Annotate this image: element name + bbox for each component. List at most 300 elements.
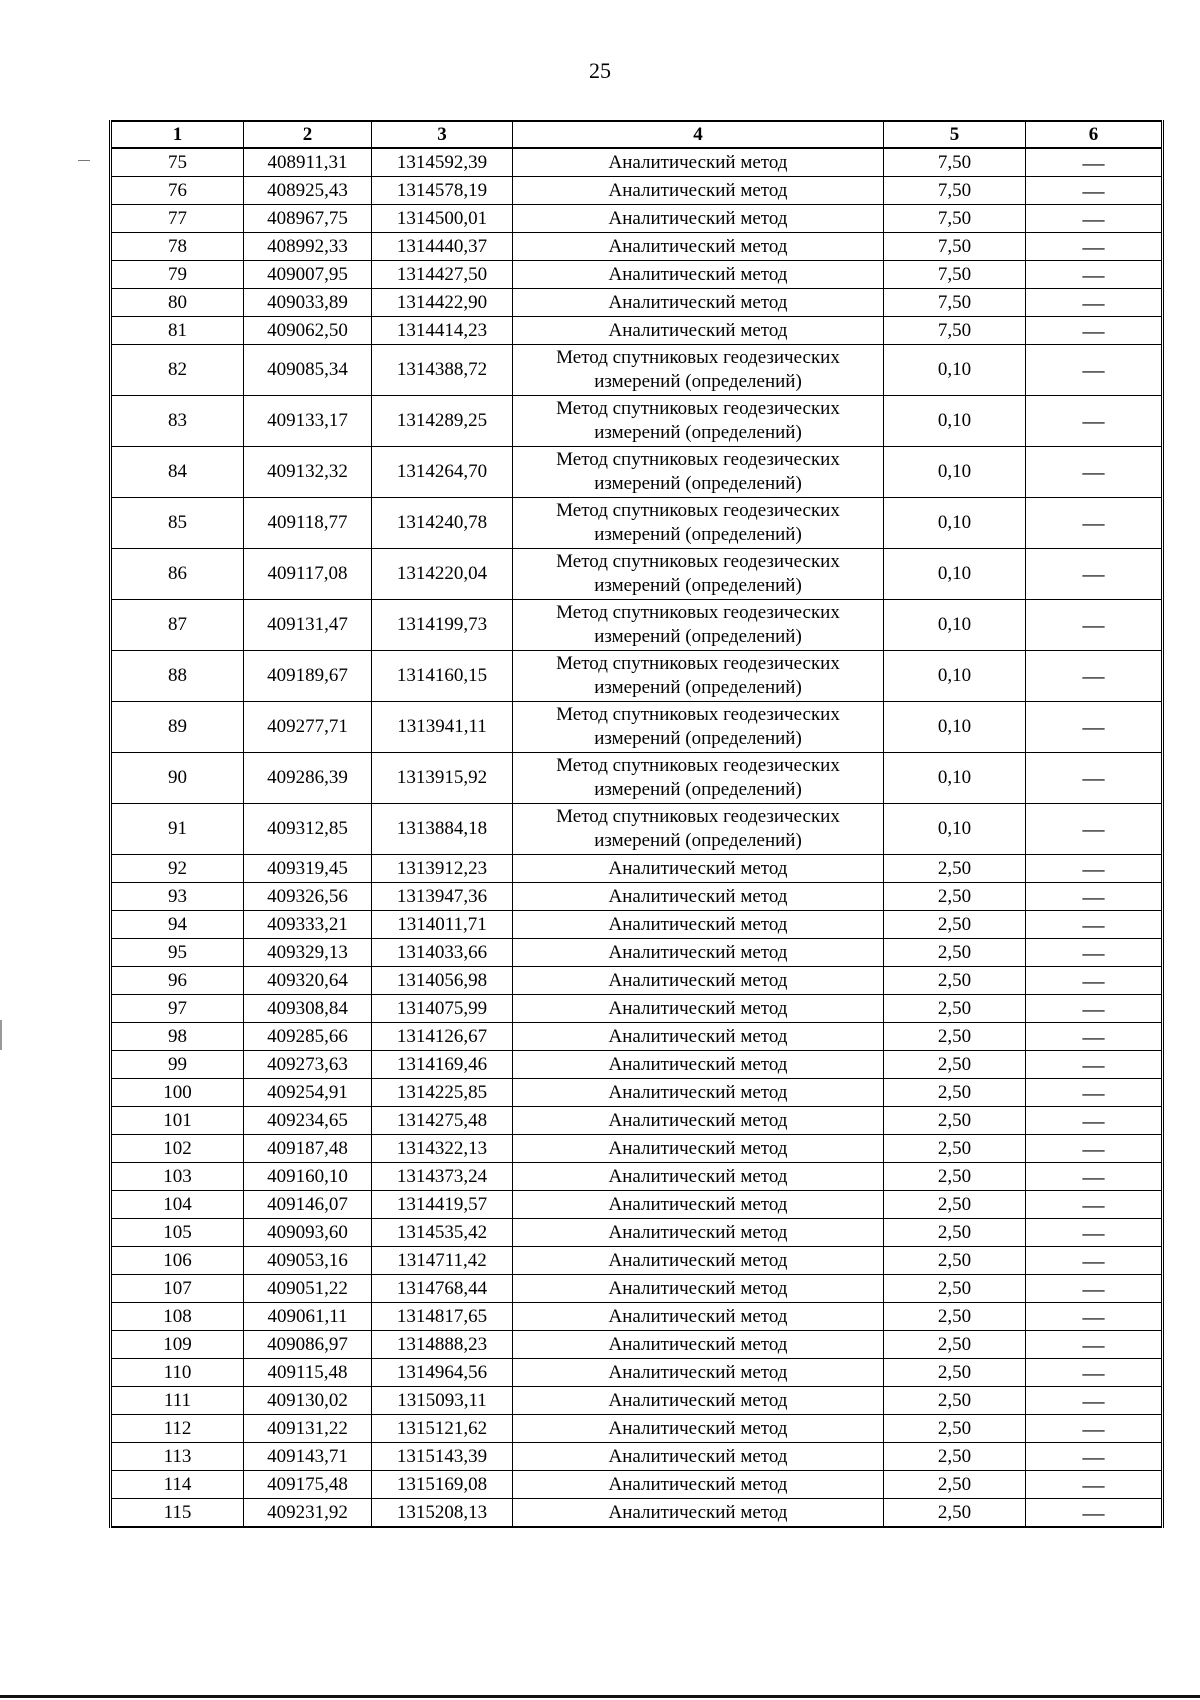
page-number: 25 bbox=[589, 58, 611, 83]
accuracy-cell: 2,50 bbox=[884, 967, 1026, 995]
note-cell: — bbox=[1026, 600, 1163, 651]
accuracy-cell: 2,50 bbox=[884, 995, 1026, 1023]
accuracy-cell: 2,50 bbox=[884, 1191, 1026, 1219]
method-cell bbox=[513, 1275, 884, 1303]
method-line: Метод спутниковых геодезических bbox=[556, 347, 840, 368]
method-cell bbox=[513, 1471, 884, 1499]
x-coordinate-cell: 408925,43 bbox=[244, 177, 372, 205]
y-coordinate-cell: 1314289,25 bbox=[372, 396, 513, 447]
y-coordinate-cell: 1314817,65 bbox=[372, 1303, 513, 1331]
method-line: Аналитический метод bbox=[608, 913, 788, 935]
y-coordinate-cell: 1315121,62 bbox=[372, 1415, 513, 1443]
method-line: Аналитический метод bbox=[608, 1333, 788, 1355]
note-cell: — bbox=[1026, 995, 1163, 1023]
header-col-2: 2 bbox=[244, 121, 372, 148]
point-number-cell: 106 bbox=[111, 1247, 244, 1275]
method-line: Аналитический метод bbox=[608, 1473, 788, 1495]
method-cell bbox=[513, 289, 884, 317]
point-number-cell: 112 bbox=[111, 1415, 244, 1443]
accuracy-cell: 7,50 bbox=[884, 317, 1026, 345]
y-coordinate-cell: 1313884,18 bbox=[372, 804, 513, 855]
accuracy-cell: 7,50 bbox=[884, 205, 1026, 233]
x-coordinate-cell: 409187,48 bbox=[244, 1135, 372, 1163]
x-coordinate-cell: 409234,65 bbox=[244, 1107, 372, 1135]
table-row bbox=[111, 1051, 1163, 1079]
note-cell: — bbox=[1026, 1499, 1163, 1528]
method-cell bbox=[513, 1303, 884, 1331]
point-number-cell: 83 bbox=[111, 396, 244, 447]
point-number-cell: 92 bbox=[111, 855, 244, 883]
method-line: Аналитический метод bbox=[608, 1361, 788, 1383]
note-cell: — bbox=[1026, 1443, 1163, 1471]
accuracy-cell: 2,50 bbox=[884, 1163, 1026, 1191]
note-cell: — bbox=[1026, 911, 1163, 939]
x-coordinate-cell: 409146,07 bbox=[244, 1191, 372, 1219]
x-coordinate-cell: 409117,08 bbox=[244, 549, 372, 600]
note-cell: — bbox=[1026, 396, 1163, 447]
note-cell: — bbox=[1026, 883, 1163, 911]
x-coordinate-cell: 409007,95 bbox=[244, 261, 372, 289]
y-coordinate-cell: 1314264,70 bbox=[372, 447, 513, 498]
point-number-cell: 97 bbox=[111, 995, 244, 1023]
method-line: Аналитический метод bbox=[608, 1389, 788, 1411]
accuracy-cell: 2,50 bbox=[884, 1331, 1026, 1359]
x-coordinate-cell: 409286,39 bbox=[244, 753, 372, 804]
y-coordinate-cell: 1314160,15 bbox=[372, 651, 513, 702]
note-cell: — bbox=[1026, 549, 1163, 600]
table-row bbox=[111, 549, 1163, 600]
note-cell: — bbox=[1026, 1219, 1163, 1247]
y-coordinate-cell: 1315093,11 bbox=[372, 1387, 513, 1415]
method-line: Аналитический метод bbox=[608, 1305, 788, 1327]
method-line: Аналитический метод bbox=[608, 1249, 788, 1271]
x-coordinate-cell: 409175,48 bbox=[244, 1471, 372, 1499]
table-row bbox=[111, 1023, 1163, 1051]
method-cell bbox=[513, 261, 884, 289]
point-number-cell: 77 bbox=[111, 205, 244, 233]
y-coordinate-cell: 1313941,11 bbox=[372, 702, 513, 753]
y-coordinate-cell: 1314033,66 bbox=[372, 939, 513, 967]
point-number-cell: 101 bbox=[111, 1107, 244, 1135]
x-coordinate-cell: 409131,22 bbox=[244, 1415, 372, 1443]
method-line: Метод спутниковых геодезических bbox=[556, 755, 840, 776]
method-cell bbox=[513, 1191, 884, 1219]
method-line: Аналитический метод bbox=[608, 941, 788, 963]
x-coordinate-cell: 409051,22 bbox=[244, 1275, 372, 1303]
x-coordinate-cell: 409133,17 bbox=[244, 396, 372, 447]
method-line: Метод спутниковых геодезических bbox=[556, 449, 840, 470]
accuracy-cell: 2,50 bbox=[884, 911, 1026, 939]
point-number-cell: 99 bbox=[111, 1051, 244, 1079]
accuracy-cell: 0,10 bbox=[884, 600, 1026, 651]
method-line: измерений (определений) bbox=[594, 422, 802, 443]
method-cell bbox=[513, 1415, 884, 1443]
accuracy-cell: 2,50 bbox=[884, 1219, 1026, 1247]
point-number-cell: 88 bbox=[111, 651, 244, 702]
x-coordinate-cell: 409053,16 bbox=[244, 1247, 372, 1275]
point-number-cell: 96 bbox=[111, 967, 244, 995]
accuracy-cell: 0,10 bbox=[884, 396, 1026, 447]
table-row bbox=[111, 911, 1163, 939]
accuracy-cell: 0,10 bbox=[884, 651, 1026, 702]
method-cell bbox=[513, 1051, 884, 1079]
accuracy-cell: 7,50 bbox=[884, 261, 1026, 289]
method-cell bbox=[513, 651, 884, 702]
note-cell: — bbox=[1026, 205, 1163, 233]
note-cell: — bbox=[1026, 1415, 1163, 1443]
y-coordinate-cell: 1314592,39 bbox=[372, 148, 513, 177]
x-coordinate-cell: 409308,84 bbox=[244, 995, 372, 1023]
method-cell bbox=[513, 702, 884, 753]
method-line: Аналитический метод bbox=[608, 1053, 788, 1075]
table-row bbox=[111, 233, 1163, 261]
method-line: измерений (определений) bbox=[594, 779, 802, 800]
method-cell bbox=[513, 1079, 884, 1107]
method-cell bbox=[513, 1359, 884, 1387]
method-cell bbox=[513, 1499, 884, 1528]
x-coordinate-cell: 409273,63 bbox=[244, 1051, 372, 1079]
y-coordinate-cell: 1314711,42 bbox=[372, 1247, 513, 1275]
method-line: Аналитический метод bbox=[608, 263, 788, 285]
table-row bbox=[111, 600, 1163, 651]
point-number-cell: 104 bbox=[111, 1191, 244, 1219]
method-line: измерений (определений) bbox=[594, 626, 802, 647]
method-cell bbox=[513, 939, 884, 967]
point-number-cell: 115 bbox=[111, 1499, 244, 1528]
y-coordinate-cell: 1314322,13 bbox=[372, 1135, 513, 1163]
y-coordinate-cell: 1314578,19 bbox=[372, 177, 513, 205]
point-number-cell: 113 bbox=[111, 1443, 244, 1471]
y-coordinate-cell: 1315208,13 bbox=[372, 1499, 513, 1528]
table-row bbox=[111, 1163, 1163, 1191]
y-coordinate-cell: 1314011,71 bbox=[372, 911, 513, 939]
y-coordinate-cell: 1314388,72 bbox=[372, 345, 513, 396]
table-row bbox=[111, 1359, 1163, 1387]
method-line: Аналитический метод bbox=[608, 291, 788, 313]
y-coordinate-cell: 1314169,46 bbox=[372, 1051, 513, 1079]
point-number-cell: 78 bbox=[111, 233, 244, 261]
accuracy-cell: 2,50 bbox=[884, 1499, 1026, 1528]
x-coordinate-cell: 408911,31 bbox=[244, 148, 372, 177]
point-number-cell: 109 bbox=[111, 1331, 244, 1359]
table-row bbox=[111, 651, 1163, 702]
method-cell bbox=[513, 177, 884, 205]
table-row bbox=[111, 1247, 1163, 1275]
method-cell bbox=[513, 233, 884, 261]
margin-mark bbox=[78, 160, 90, 161]
accuracy-cell: 2,50 bbox=[884, 1135, 1026, 1163]
note-cell: — bbox=[1026, 317, 1163, 345]
x-coordinate-cell: 409086,97 bbox=[244, 1331, 372, 1359]
point-number-cell: 110 bbox=[111, 1359, 244, 1387]
accuracy-cell: 2,50 bbox=[884, 1107, 1026, 1135]
point-number-cell: 89 bbox=[111, 702, 244, 753]
accuracy-cell: 2,50 bbox=[884, 1471, 1026, 1499]
accuracy-cell: 2,50 bbox=[884, 1415, 1026, 1443]
x-coordinate-cell: 409329,13 bbox=[244, 939, 372, 967]
table-row bbox=[111, 1303, 1163, 1331]
point-number-cell: 82 bbox=[111, 345, 244, 396]
method-cell bbox=[513, 911, 884, 939]
note-cell: — bbox=[1026, 1107, 1163, 1135]
y-coordinate-cell: 1314056,98 bbox=[372, 967, 513, 995]
point-number-cell: 84 bbox=[111, 447, 244, 498]
point-number-cell: 79 bbox=[111, 261, 244, 289]
x-coordinate-cell: 409320,64 bbox=[244, 967, 372, 995]
header-col-4: 4 bbox=[513, 121, 884, 148]
accuracy-cell: 7,50 bbox=[884, 289, 1026, 317]
method-line: измерений (определений) bbox=[594, 575, 802, 596]
point-number-cell: 95 bbox=[111, 939, 244, 967]
note-cell: — bbox=[1026, 1303, 1163, 1331]
accuracy-cell: 2,50 bbox=[884, 1275, 1026, 1303]
method-cell bbox=[513, 1247, 884, 1275]
note-cell: — bbox=[1026, 1387, 1163, 1415]
point-number-cell: 91 bbox=[111, 804, 244, 855]
method-cell bbox=[513, 1163, 884, 1191]
method-cell bbox=[513, 600, 884, 651]
y-coordinate-cell: 1314535,42 bbox=[372, 1219, 513, 1247]
table-row bbox=[111, 1275, 1163, 1303]
accuracy-cell: 2,50 bbox=[884, 1079, 1026, 1107]
method-cell bbox=[513, 753, 884, 804]
y-coordinate-cell: 1314275,48 bbox=[372, 1107, 513, 1135]
method-cell bbox=[513, 447, 884, 498]
method-line: Аналитический метод bbox=[608, 885, 788, 907]
x-coordinate-cell: 409285,66 bbox=[244, 1023, 372, 1051]
note-cell: — bbox=[1026, 1275, 1163, 1303]
x-coordinate-cell: 409277,71 bbox=[244, 702, 372, 753]
method-line: Аналитический метод bbox=[608, 1417, 788, 1439]
x-coordinate-cell: 408992,33 bbox=[244, 233, 372, 261]
accuracy-cell: 2,50 bbox=[884, 883, 1026, 911]
note-cell: — bbox=[1026, 1135, 1163, 1163]
x-coordinate-cell: 409093,60 bbox=[244, 1219, 372, 1247]
method-line: Метод спутниковых геодезических bbox=[556, 704, 840, 725]
table-row bbox=[111, 205, 1163, 233]
x-coordinate-cell: 409033,89 bbox=[244, 289, 372, 317]
note-cell: — bbox=[1026, 261, 1163, 289]
method-line: Аналитический метод bbox=[608, 997, 788, 1019]
method-cell bbox=[513, 883, 884, 911]
y-coordinate-cell: 1314225,85 bbox=[372, 1079, 513, 1107]
y-coordinate-cell: 1315143,39 bbox=[372, 1443, 513, 1471]
note-cell: — bbox=[1026, 1359, 1163, 1387]
table-row bbox=[111, 498, 1163, 549]
x-coordinate-cell: 408967,75 bbox=[244, 205, 372, 233]
method-line: Аналитический метод bbox=[608, 179, 788, 201]
method-cell bbox=[513, 1331, 884, 1359]
method-line: Аналитический метод bbox=[608, 1137, 788, 1159]
note-cell: — bbox=[1026, 345, 1163, 396]
method-cell bbox=[513, 1107, 884, 1135]
x-coordinate-cell: 409143,71 bbox=[244, 1443, 372, 1471]
method-line: Аналитический метод bbox=[608, 235, 788, 257]
method-line: измерений (определений) bbox=[594, 371, 802, 392]
method-line: измерений (определений) bbox=[594, 830, 802, 851]
method-cell bbox=[513, 967, 884, 995]
x-coordinate-cell: 409319,45 bbox=[244, 855, 372, 883]
accuracy-cell: 0,10 bbox=[884, 345, 1026, 396]
note-cell: — bbox=[1026, 148, 1163, 177]
y-coordinate-cell: 1314427,50 bbox=[372, 261, 513, 289]
table-row bbox=[111, 148, 1163, 177]
accuracy-cell: 2,50 bbox=[884, 855, 1026, 883]
y-coordinate-cell: 1314888,23 bbox=[372, 1331, 513, 1359]
table-row bbox=[111, 317, 1163, 345]
point-number-cell: 94 bbox=[111, 911, 244, 939]
table-row bbox=[111, 804, 1163, 855]
x-coordinate-cell: 409062,50 bbox=[244, 317, 372, 345]
method-line: измерений (определений) bbox=[594, 728, 802, 749]
table-row bbox=[111, 1135, 1163, 1163]
y-coordinate-cell: 1314220,04 bbox=[372, 549, 513, 600]
table-row bbox=[111, 1387, 1163, 1415]
x-coordinate-cell: 409333,21 bbox=[244, 911, 372, 939]
method-line: Аналитический метод bbox=[608, 857, 788, 879]
accuracy-cell: 0,10 bbox=[884, 753, 1026, 804]
note-cell: — bbox=[1026, 1247, 1163, 1275]
note-cell: — bbox=[1026, 498, 1163, 549]
method-cell bbox=[513, 1023, 884, 1051]
accuracy-cell: 2,50 bbox=[884, 939, 1026, 967]
y-coordinate-cell: 1314414,23 bbox=[372, 317, 513, 345]
table-body bbox=[111, 148, 1163, 1527]
table-row bbox=[111, 345, 1163, 396]
x-coordinate-cell: 409231,92 bbox=[244, 1499, 372, 1528]
x-coordinate-cell: 409118,77 bbox=[244, 498, 372, 549]
accuracy-cell: 0,10 bbox=[884, 447, 1026, 498]
table-row bbox=[111, 967, 1163, 995]
method-line: Аналитический метод bbox=[608, 1277, 788, 1299]
header-row bbox=[111, 121, 1163, 148]
note-cell: — bbox=[1026, 1023, 1163, 1051]
method-line: Аналитический метод bbox=[608, 1025, 788, 1047]
note-cell: — bbox=[1026, 1191, 1163, 1219]
note-cell: — bbox=[1026, 804, 1163, 855]
table-row bbox=[111, 1415, 1163, 1443]
y-coordinate-cell: 1314440,37 bbox=[372, 233, 513, 261]
method-line: Метод спутниковых геодезических bbox=[556, 398, 840, 419]
point-number-cell: 98 bbox=[111, 1023, 244, 1051]
method-line: Аналитический метод bbox=[608, 1081, 788, 1103]
y-coordinate-cell: 1314075,99 bbox=[372, 995, 513, 1023]
x-coordinate-cell: 409115,48 bbox=[244, 1359, 372, 1387]
table-row bbox=[111, 995, 1163, 1023]
point-number-cell: 102 bbox=[111, 1135, 244, 1163]
method-line: Аналитический метод bbox=[608, 969, 788, 991]
method-line: Аналитический метод bbox=[608, 1445, 788, 1467]
x-coordinate-cell: 409254,91 bbox=[244, 1079, 372, 1107]
table-header bbox=[111, 121, 1163, 148]
header-col-5: 5 bbox=[884, 121, 1026, 148]
x-coordinate-cell: 409085,34 bbox=[244, 345, 372, 396]
table-row bbox=[111, 261, 1163, 289]
point-number-cell: 75 bbox=[111, 148, 244, 177]
point-number-cell: 80 bbox=[111, 289, 244, 317]
x-coordinate-cell: 409131,47 bbox=[244, 600, 372, 651]
method-cell bbox=[513, 549, 884, 600]
x-coordinate-cell: 409130,02 bbox=[244, 1387, 372, 1415]
method-line: Аналитический метод bbox=[608, 1501, 788, 1523]
y-coordinate-cell: 1314768,44 bbox=[372, 1275, 513, 1303]
page-bottom-rule bbox=[0, 1695, 1200, 1698]
table-row bbox=[111, 1471, 1163, 1499]
table-row bbox=[111, 1219, 1163, 1247]
note-cell: — bbox=[1026, 1163, 1163, 1191]
method-cell bbox=[513, 1135, 884, 1163]
accuracy-cell: 2,50 bbox=[884, 1359, 1026, 1387]
x-coordinate-cell: 409189,67 bbox=[244, 651, 372, 702]
accuracy-cell: 0,10 bbox=[884, 498, 1026, 549]
method-line: измерений (определений) bbox=[594, 677, 802, 698]
point-number-cell: 76 bbox=[111, 177, 244, 205]
accuracy-cell: 2,50 bbox=[884, 1387, 1026, 1415]
table-row bbox=[111, 702, 1163, 753]
method-line: Аналитический метод bbox=[608, 1109, 788, 1131]
note-cell: — bbox=[1026, 177, 1163, 205]
point-number-cell: 111 bbox=[111, 1387, 244, 1415]
y-coordinate-cell: 1314419,57 bbox=[372, 1191, 513, 1219]
method-cell bbox=[513, 205, 884, 233]
note-cell: — bbox=[1026, 1079, 1163, 1107]
table-row bbox=[111, 1443, 1163, 1471]
point-number-cell: 107 bbox=[111, 1275, 244, 1303]
method-line: Аналитический метод bbox=[608, 319, 788, 341]
table-row bbox=[111, 855, 1163, 883]
point-number-cell: 87 bbox=[111, 600, 244, 651]
note-cell: — bbox=[1026, 702, 1163, 753]
note-cell: — bbox=[1026, 855, 1163, 883]
accuracy-cell: 2,50 bbox=[884, 1051, 1026, 1079]
table-row bbox=[111, 753, 1163, 804]
accuracy-cell: 0,10 bbox=[884, 549, 1026, 600]
table-row bbox=[111, 289, 1163, 317]
point-number-cell: 100 bbox=[111, 1079, 244, 1107]
y-coordinate-cell: 1314500,01 bbox=[372, 205, 513, 233]
accuracy-cell: 7,50 bbox=[884, 177, 1026, 205]
method-cell bbox=[513, 804, 884, 855]
note-cell: — bbox=[1026, 1331, 1163, 1359]
y-coordinate-cell: 1314126,67 bbox=[372, 1023, 513, 1051]
method-line: измерений (определений) bbox=[594, 524, 802, 545]
y-coordinate-cell: 1313915,92 bbox=[372, 753, 513, 804]
x-coordinate-cell: 409160,10 bbox=[244, 1163, 372, 1191]
table-row bbox=[111, 939, 1163, 967]
accuracy-cell: 2,50 bbox=[884, 1443, 1026, 1471]
note-cell: — bbox=[1026, 939, 1163, 967]
x-coordinate-cell: 409061,11 bbox=[244, 1303, 372, 1331]
point-number-cell: 93 bbox=[111, 883, 244, 911]
y-coordinate-cell: 1313912,23 bbox=[372, 855, 513, 883]
note-cell: — bbox=[1026, 289, 1163, 317]
method-cell bbox=[513, 995, 884, 1023]
note-cell: — bbox=[1026, 651, 1163, 702]
point-number-cell: 114 bbox=[111, 1471, 244, 1499]
method-cell bbox=[513, 1387, 884, 1415]
method-line: Метод спутниковых геодезических bbox=[556, 500, 840, 521]
point-number-cell: 86 bbox=[111, 549, 244, 600]
y-coordinate-cell: 1314422,90 bbox=[372, 289, 513, 317]
table-row bbox=[111, 883, 1163, 911]
note-cell: — bbox=[1026, 1051, 1163, 1079]
method-cell bbox=[513, 345, 884, 396]
header-col-1: 1 bbox=[111, 121, 244, 148]
x-coordinate-cell: 409132,32 bbox=[244, 447, 372, 498]
note-cell: — bbox=[1026, 1471, 1163, 1499]
method-cell bbox=[513, 855, 884, 883]
accuracy-cell: 2,50 bbox=[884, 1247, 1026, 1275]
